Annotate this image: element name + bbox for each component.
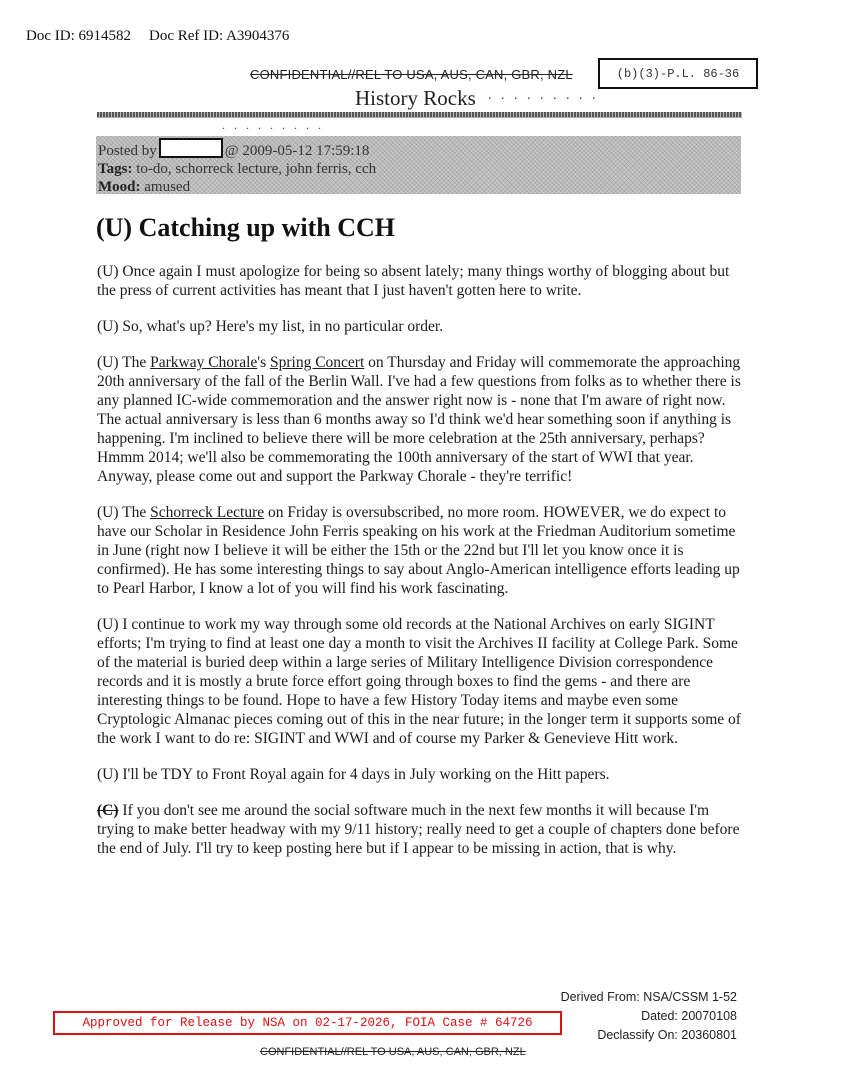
mood-label: Mood: [98, 179, 141, 195]
paragraph-5: (U) I continue to work my way through some old records at the National Archives on early SIGINT efforts; I'm trying to find at least one day a month to visit the Archives II facility at College Park. Some of the material is buried deep within a large series of Military Intelligence Division correspondence records and it is mostly a brute force effort going through boxes to find the gems - and there are interesting things to be found. Hope to have a few History Today items and maybe even some Cryptologic Almanac pieces coming out of this in the near future; in the longer term it supports some of the work I want to do re: SIGINT and WWI and of course my Parker & Genevieve Hitt work. [97, 616, 741, 747]
paragraph-3-text-a: (U) The [97, 354, 151, 371]
paragraph-3 [97, 353, 747, 486]
paragraph-7-text: If you don't see me around the social software much in the next few months it will because I'm trying to make better headway with my 9/11 history; really need to get a couple of chapters done before the end of July. I'll try to keep posting here but if I appear to be missing in action, that is why. [97, 802, 740, 857]
paragraph-7 [97, 801, 747, 858]
exemption-box: (b)(3)-P.L. 86-36 [598, 58, 758, 89]
tags-row [98, 160, 739, 178]
blog-title[interactable]: History Rocks [355, 86, 476, 110]
mood-value: amused [144, 179, 191, 195]
approved-for-release-stamp: Approved for Release by NSA on 02-17-2026, FOIA Case # 64726 [53, 1011, 562, 1035]
dotted-leader-1: . . . . . . . . . [488, 88, 599, 103]
spring-concert-link[interactable]: Spring Concert [269, 354, 365, 371]
tags-label: Tags: [98, 161, 133, 177]
paragraph-3-text-b: 's [257, 354, 270, 371]
paragraph-2: (U) So, what's up? Here's my list, in no particular order. [97, 318, 444, 335]
dotted-leader-2: . . . . . . . . . [222, 118, 324, 132]
classification-footer [545, 988, 737, 1045]
derived-from: Derived From: NSA/CSSM 1-52 [560, 990, 737, 1004]
schorreck-lecture-link[interactable]: Schorreck Lecture [150, 504, 265, 521]
posted-by-row [98, 138, 739, 160]
struck-classification-marking: (C) [97, 802, 119, 819]
parkway-chorale-link[interactable]: Parkway Chorale [150, 354, 258, 371]
posted-timestamp: @ 2009-05-12 17:59:18 [224, 143, 370, 159]
header-rule-thin [97, 117, 742, 118]
doc-ref-id: Doc Ref ID: A3904376 [149, 28, 290, 44]
post-body [97, 262, 747, 875]
paragraph-4-text-b: on Friday is oversubscribed, no more room. HOWEVER, we do expect to have our Scholar in Residence John Ferris speaking on his work at the Friedman Auditorium sometime in June (right now I believe it will be either the 15th or the 22nd but I'll let you know once it is confirmed). He has some interesting things to say about Anglo-American intelligence efforts leading up to Pearl Harbor, I know a lot of you will find his work fascinating. [97, 504, 740, 597]
paragraph-1: (U) Once again I must apologize for being so absent lately; many things worthy of blogging about but the press of current activities has meant that I just haven't gotten here to write. [97, 263, 730, 299]
doc-id: Doc ID: 6914582 [26, 28, 131, 44]
redacted-author-box [159, 138, 223, 158]
declassify-on: Declassify On: 20360801 [597, 1028, 737, 1042]
post-title: (U) Catching up with CCH [96, 213, 396, 242]
classification-banner-bottom: CONFIDENTIAL//REL TO USA, AUS, CAN, GBR, NZL [260, 1046, 526, 1058]
paragraph-6: (U) I'll be TDY to Front Royal again for 4 days in July working on the Hitt papers. [97, 766, 610, 783]
paragraph-4-text-a: (U) The [97, 504, 151, 521]
posted-by-label: Posted by [98, 143, 157, 159]
classification-banner-top: CONFIDENTIAL//REL TO USA, AUS, CAN, GBR, NZL [250, 67, 573, 82]
tags-list[interactable]: to-do, schorreck lecture, john ferris, cch [136, 161, 377, 177]
post-meta-band [96, 136, 741, 194]
mood-row [98, 178, 739, 196]
dated: Dated: 20070108 [641, 1009, 737, 1023]
paragraph-4 [97, 503, 747, 598]
document-id-line [26, 28, 307, 45]
paragraph-3-text-c: on Thursday and Friday will commemorate the approaching 20th anniversary of the fall of the Berlin Wall. I've had a few questions from folks as to whether there is any planned IC-wide commemoration and the answer right now is - none that I'm aware of right now. The actual anniversary is less than 6 months away so I'd think we'd hear something soon if anything is happening. I'm inclined to believe there will be more celebration at the 25th anniversary, perhaps? Hmmm 2014; we'll also be commemorating the 100th anniversary of the start of WWI that year. Anyway, please come out and support the Parkway Chorale - they're terrific! [97, 354, 741, 485]
